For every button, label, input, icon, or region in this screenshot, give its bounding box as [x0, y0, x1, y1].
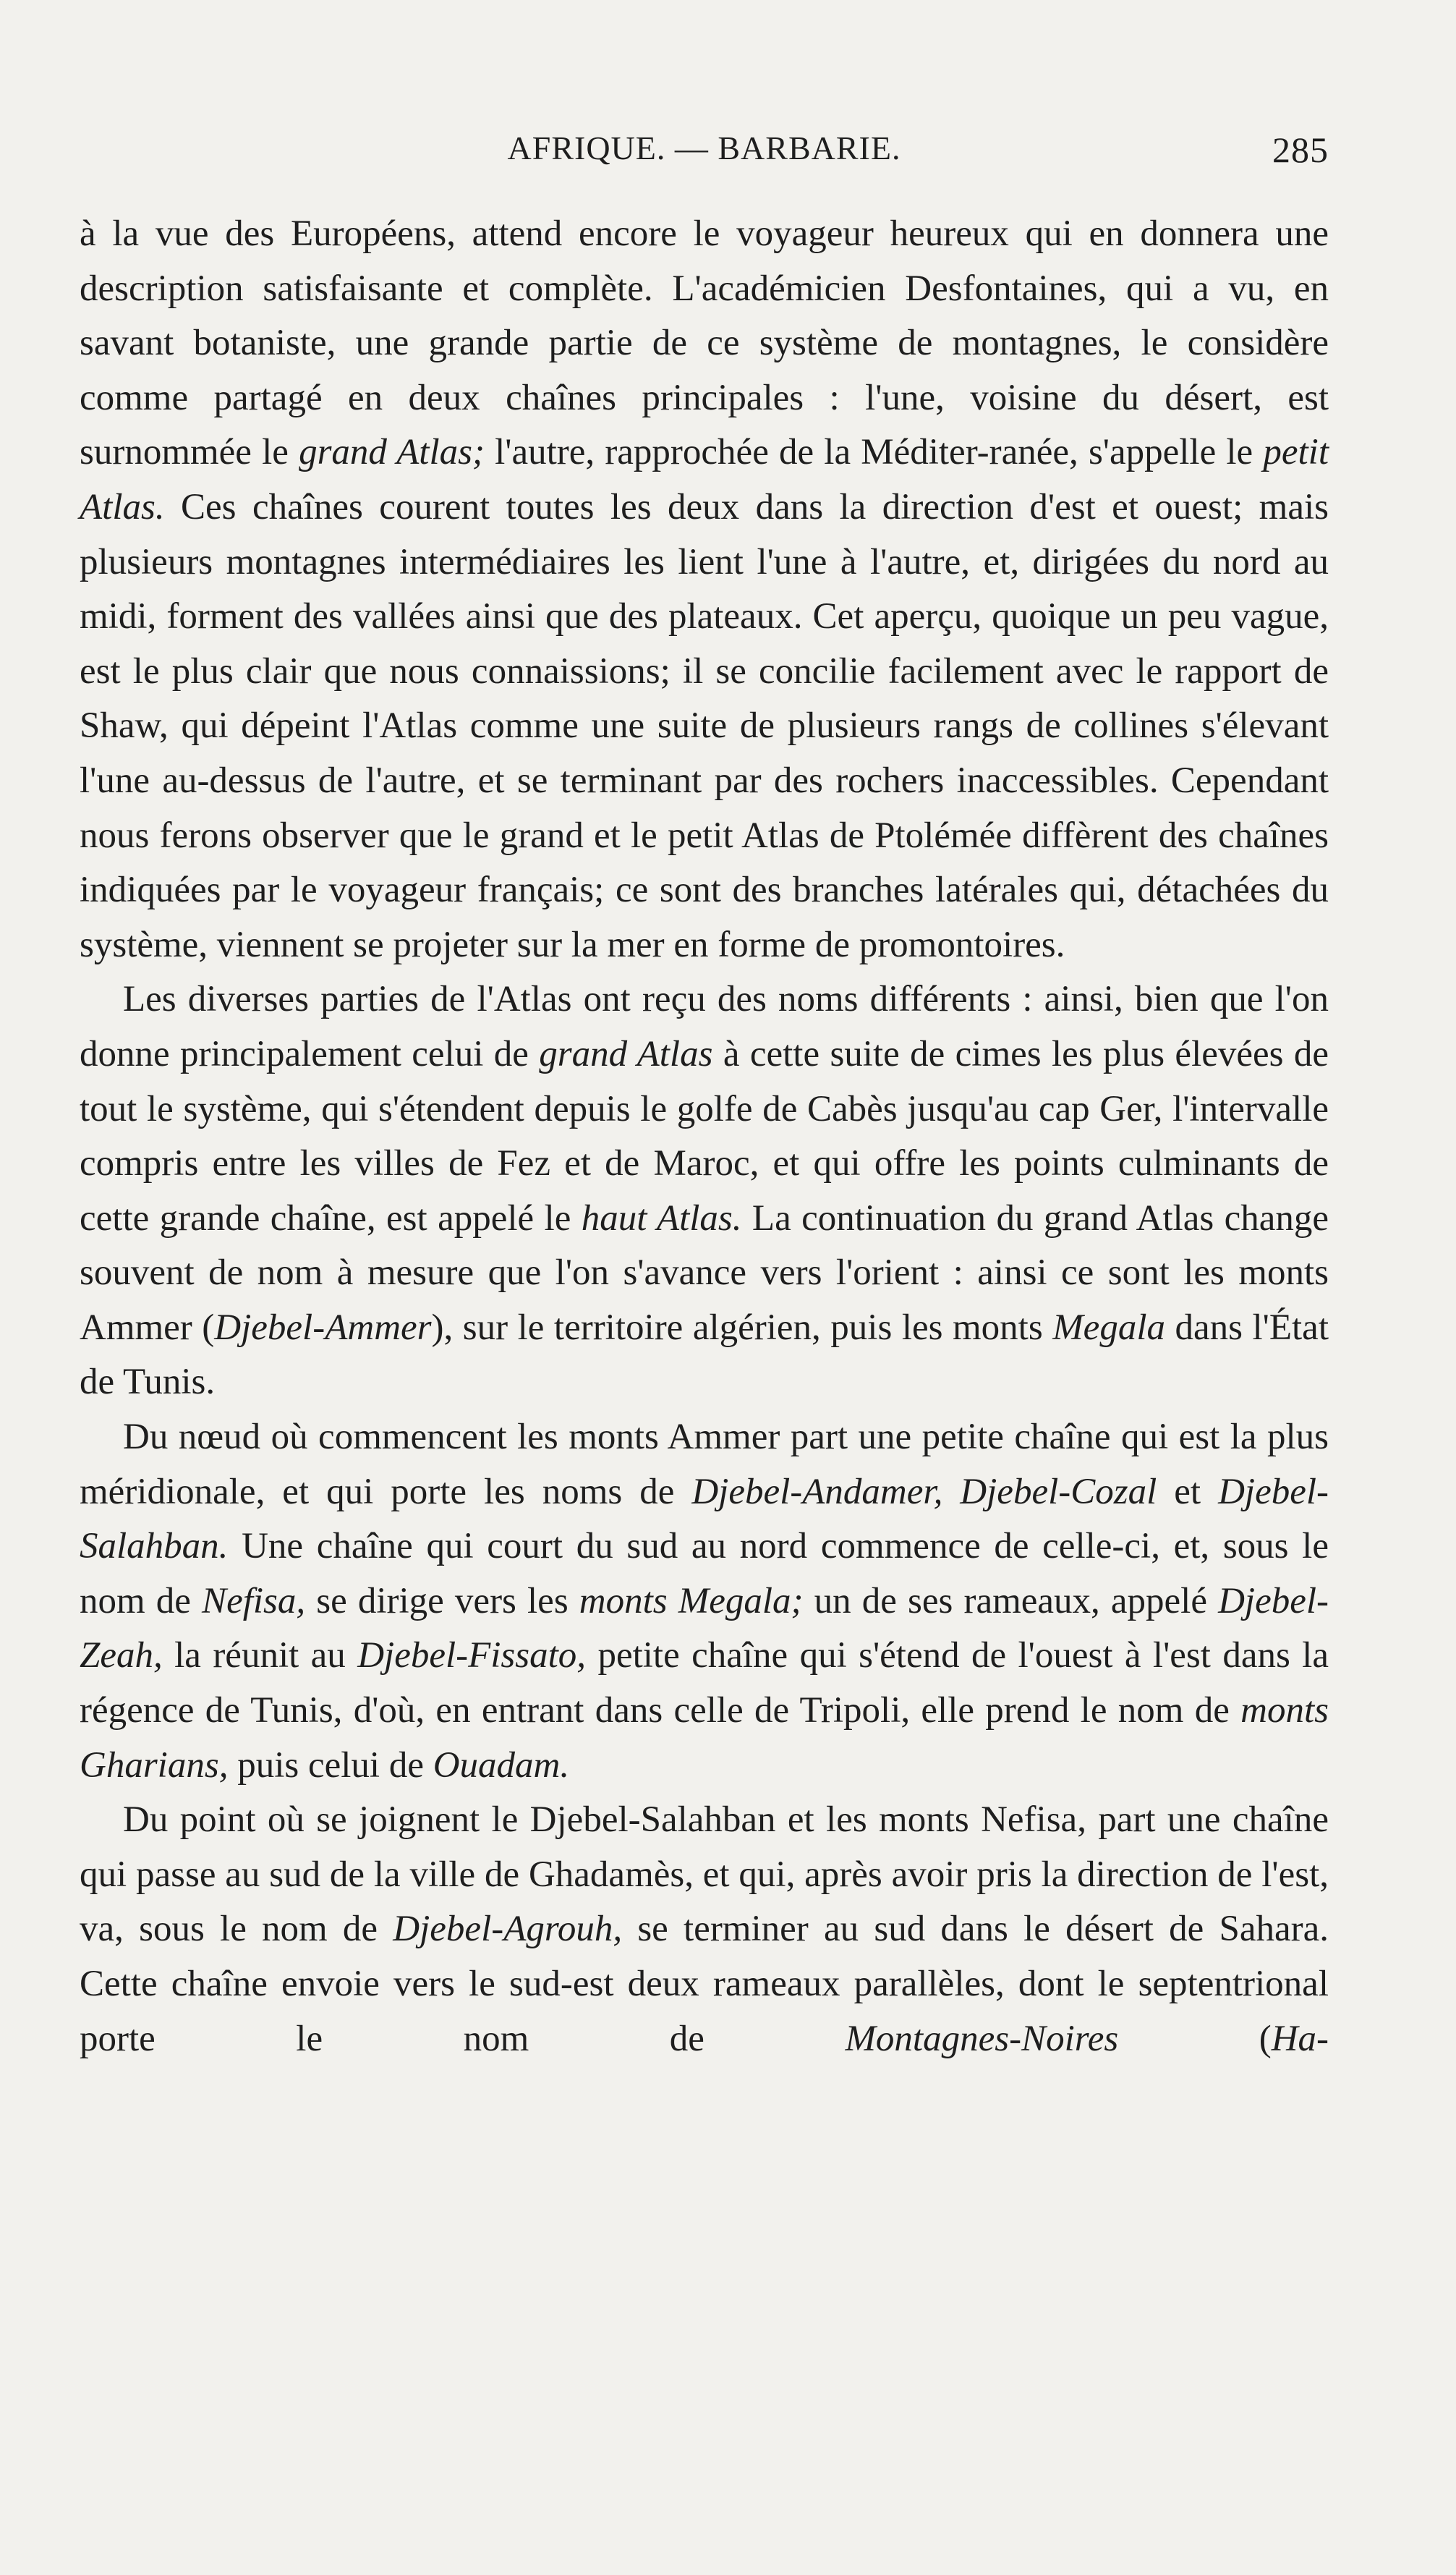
- paragraph: [80, 207, 1329, 972]
- text-run: Ces chaînes courent toutes les deux dans la direction d'est et ouest; mais plusieurs montagnes intermédiaires les lient l'une à l'autre, et, dirigées du nord au midi, forment des vallées ainsi que des plateaux. Cet aperçu, quoique un peu vague, est le plus clair que nous connaissions; il se concilie facilement avec le rapport de Shaw, qui dépeint l'Atlas comme une suite de plusieurs rangs de collines s'élevant l'une au-dessus de l'autre, et se terminant par des rochers inaccessibles. Cependant nous ferons observer que le grand et le petit Atlas de Ptolémée diffèrent des chaînes indiquées par le voyageur français; ce sont des branches latérales qui, détachées du système, viennent se projeter sur la mer en forme de promontoires.: [80, 486, 1329, 965]
- text-run: à cette suite de cimes les plus élevées de tout le système, qui s'étendent depuis le golfe de Cabès jusqu'au cap Ger, l'intervalle compris entre les villes de Fez et de Maroc, et qui offre les points culminants de cette grande chaîne, est appelé le: [80, 1033, 1329, 1239]
- text-run: Une chaîne qui court du sud au nord commence de celle-ci, et, sous le nom de: [80, 1526, 1329, 1621]
- italic-text: Djebel-Ammer: [214, 1307, 432, 1348]
- italic-text: Montagnes-Noires: [845, 2018, 1119, 2059]
- italic-text: Ouadam.: [433, 1744, 570, 1786]
- page-number: 285: [1272, 130, 1329, 170]
- text-run: l'autre, rapprochée de la Méditer-ranée, s'appelle le: [484, 432, 1264, 473]
- running-head: [80, 129, 1329, 179]
- text-run: la réunit au: [162, 1635, 358, 1676]
- italic-text: Nefisa,: [202, 1580, 306, 1621]
- running-title: AFRIQUE. — BARBARIE.: [507, 130, 901, 166]
- italic-text: Djebel-Fissato,: [357, 1635, 587, 1676]
- italic-text: monts Gharians,: [80, 1690, 1329, 1786]
- italic-text: haut Atlas.: [581, 1197, 742, 1239]
- text-run: se terminer au sud dans le désert de Sahara. Cette chaîne envoie vers le sud-est deux rameaux parallèles, dont le septentrional porte le nom de: [80, 1909, 1329, 2059]
- text-run: puis celui de: [228, 1744, 433, 1786]
- text-run: petite chaîne qui s'étend de l'ouest à l'est dans la régence de Tunis, d'où, en entrant dans celle de Tripoli, elle prend le nom de: [80, 1635, 1329, 1731]
- text-run: (: [1118, 2018, 1272, 2059]
- text-run: La continuation du grand Atlas change souvent de nom à mesure que l'on s'avance vers l'orient : ainsi ce sont les monts Ammer (: [80, 1197, 1329, 1348]
- text-run: ), sur le territoire algérien, puis les monts: [431, 1307, 1053, 1348]
- body-text: [80, 207, 1329, 2066]
- paragraph: [80, 1793, 1329, 2066]
- text-run: à la vue des Européens, attend encore le voyageur heureux qui en donnera une description satisfaisante et complète. L'académicien Desfontaines, qui a vu, en savant botaniste, une grande partie de ce système de montagnes, le considère comme partagé en deux chaînes principales : l'une, voisine du désert, est surnommée le: [80, 213, 1329, 473]
- text-run: et: [1157, 1471, 1219, 1512]
- text-run: dans l'État de Tunis.: [80, 1307, 1329, 1403]
- italic-text: Djebel-Agrouh,: [393, 1909, 623, 1950]
- italic-text: petit Atlas.: [80, 432, 1329, 527]
- text-run: Du nœud où commencent les monts Ammer part une petite chaîne qui est la plus méridionale, et qui porte les noms de: [80, 1417, 1329, 1512]
- text-run: Du point où se joignent le Djebel-Salahban et les monts Nefisa, part une chaîne qui passe au sud de la ville de Ghadamès, et qui, après avoir pris la direction de l'est, va, sous le nom de: [80, 1799, 1329, 1950]
- italic-text: Djebel-Andamer, Djebel-Cozal: [691, 1471, 1157, 1512]
- text-run: se dirige vers les: [305, 1580, 579, 1621]
- italic-text: Ha-: [1271, 2018, 1329, 2059]
- paragraph: [80, 1410, 1329, 1793]
- text-run: un de ses rameaux, appelé: [803, 1580, 1219, 1621]
- paragraph: [80, 972, 1329, 1410]
- text-run: Les diverses parties de l'Atlas ont reçu des noms différents : ainsi, bien que l'on donne principalement celui de: [80, 979, 1329, 1074]
- italic-text: Djebel-Zeah,: [80, 1580, 1329, 1676]
- italic-text: grand Atlas: [539, 1033, 713, 1074]
- italic-text: grand Atlas;: [299, 432, 485, 473]
- italic-text: monts Megala;: [579, 1580, 804, 1621]
- italic-text: Megala: [1052, 1307, 1165, 1348]
- italic-text: Djebel-Salahban.: [80, 1471, 1329, 1567]
